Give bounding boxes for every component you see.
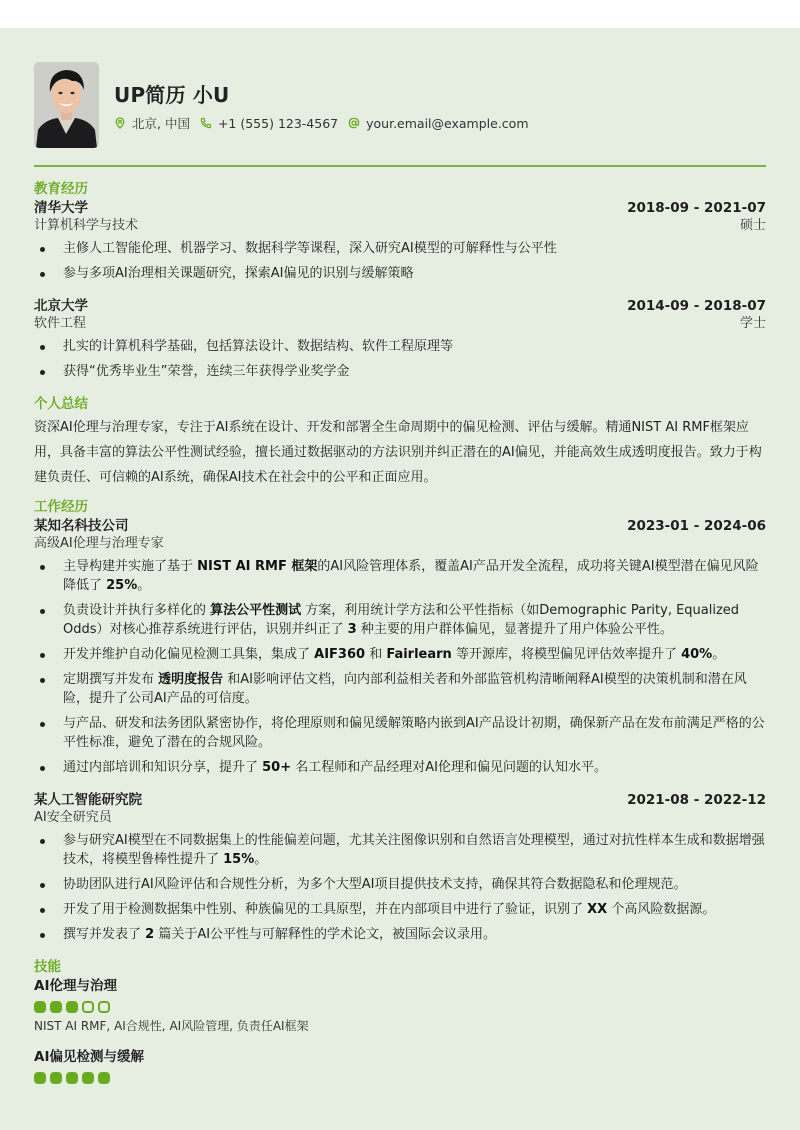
rating-dot-empty-icon bbox=[82, 1001, 94, 1013]
education-dates: 2014-09 - 2018-07 bbox=[627, 298, 766, 314]
rating-dot-filled-icon bbox=[66, 1001, 78, 1013]
work-entry bbox=[34, 791, 766, 944]
major: 计算机科学与技术 bbox=[34, 218, 139, 233]
skill-description: NIST AI RMF, AI合规性, AI风险管理, 负责任AI框架 bbox=[34, 1019, 309, 1033]
section-title-summary: 个人总结 bbox=[34, 396, 88, 412]
section-title-education: 教育经历 bbox=[34, 181, 88, 197]
list-item: 定期撰写并发布 透明度报告 和AI影响评估文档，向内部利益相关者和外部监管机构清晰阐释AI模型的决策机制和潜在风险，提升了公司AI产品的可信度。 bbox=[34, 670, 766, 708]
section-title-work: 工作经历 bbox=[34, 499, 88, 515]
skill-level-rating bbox=[34, 1072, 766, 1084]
resume-content bbox=[34, 180, 766, 1084]
education-bullets bbox=[34, 337, 766, 381]
rating-dot-filled-icon bbox=[98, 1072, 110, 1084]
rating-dot-filled-icon bbox=[50, 1072, 62, 1084]
job-title: AI安全研究员 bbox=[34, 810, 112, 825]
school-name: 北京大学 bbox=[34, 298, 88, 314]
company-name: 某人工智能研究院 bbox=[34, 792, 142, 808]
summary-text: 资深AI伦理与治理专家，专注于AI系统在设计、开发和部署全生命周期中的偏见检测、评估与缓解。精通NIST AI RMF框架应用，具备丰富的算法公平性测试经验，擅长通过数据驱动的方法识别并纠正潜在的AI偏见，并能高效生成透明度报告。致力于构建负责任、可信赖的AI系统，确保AI技术在社会中的公平和正面应用。 bbox=[34, 420, 762, 485]
work-entry bbox=[34, 517, 766, 777]
resume-page bbox=[0, 28, 800, 1130]
list-item: 撰写并发表了 2 篇关于AI公平性与可解释性的学术论文，被国际会议录用。 bbox=[34, 925, 766, 944]
company-name: 某知名科技公司 bbox=[34, 518, 129, 534]
degree: 学士 bbox=[739, 316, 766, 331]
education-bullets bbox=[34, 239, 766, 283]
contact-email[interactable] bbox=[348, 116, 528, 131]
education-entry bbox=[34, 297, 766, 381]
work-bullets bbox=[34, 557, 766, 777]
summary-section bbox=[34, 395, 766, 490]
list-item: 协助团队进行AI风险评估和合规性分析，为多个大型AI项目提供技术支持，确保其符合数据隐私和伦理规范。 bbox=[34, 875, 766, 894]
contact-info bbox=[114, 114, 539, 132]
list-item: 开发了用于检测数据集中性别、种族偏见的工具原型，并在内部项目中进行了验证，识别了 XX 个高风险数据源。 bbox=[34, 900, 766, 919]
degree: 硕士 bbox=[739, 218, 766, 233]
list-item: 扎实的计算机科学基础，包括算法设计、数据结构、软件工程原理等 bbox=[34, 337, 766, 356]
list-item: 通过内部培训和知识分享，提升了 50+ 名工程师和产品经理对AI伦理和偏见问题的认知水平。 bbox=[34, 758, 766, 777]
skill-level-rating bbox=[34, 1001, 766, 1013]
work-bullets bbox=[34, 831, 766, 944]
school-name: 清华大学 bbox=[34, 200, 88, 216]
job-title: 高级AI伦理与治理专家 bbox=[34, 536, 164, 551]
work-section bbox=[34, 498, 766, 944]
location-pin-icon bbox=[114, 117, 126, 129]
skill-item bbox=[34, 977, 766, 1034]
list-item: 开发并维护自动化偏见检测工具集，集成了 AIF360 和 Fairlearn 等开源库，将模型偏见评估效率提升了 40%。 bbox=[34, 645, 766, 664]
section-title-skills: 技能 bbox=[34, 959, 61, 975]
header-divider bbox=[34, 165, 766, 167]
rating-dot-filled-icon bbox=[34, 1072, 46, 1084]
list-item: 获得“优秀毕业生”荣誉，连续三年获得学业奖学金 bbox=[34, 362, 766, 381]
work-dates: 2023-01 - 2024-06 bbox=[627, 518, 766, 534]
list-item: 负责设计并执行多样化的 算法公平性测试 方案，利用统计学方法和公平性指标（如Demographic Parity, Equalized Odds）对核心推荐系统进行评估，识别并纠正了 3 种主要的用户群体偏见，显著提升了用户体验公平性。 bbox=[34, 601, 766, 639]
rating-dot-filled-icon bbox=[50, 1001, 62, 1013]
major: 软件工程 bbox=[34, 316, 87, 331]
contact-phone[interactable] bbox=[200, 116, 338, 131]
email-text: your.email@example.com bbox=[366, 115, 529, 131]
skill-name: AI伦理与治理 bbox=[34, 978, 117, 994]
education-section bbox=[34, 180, 766, 381]
candidate-name: UP简历 小U bbox=[114, 83, 230, 107]
education-dates: 2018-09 - 2021-07 bbox=[627, 200, 766, 216]
resume-header bbox=[34, 62, 766, 150]
phone-text: +1 (555) 123-4567 bbox=[217, 115, 339, 131]
location-text: 北京, 中国 bbox=[132, 116, 190, 131]
work-dates: 2021-08 - 2022-12 bbox=[627, 792, 766, 808]
contact-location bbox=[114, 114, 190, 132]
rating-dot-filled-icon bbox=[66, 1072, 78, 1084]
profile-photo bbox=[34, 62, 99, 148]
skill-name: AI偏见检测与缓解 bbox=[34, 1049, 144, 1065]
rating-dot-empty-icon bbox=[98, 1001, 110, 1013]
rating-dot-filled-icon bbox=[82, 1072, 94, 1084]
at-sign-icon bbox=[348, 117, 360, 129]
rating-dot-filled-icon bbox=[34, 1001, 46, 1013]
phone-icon bbox=[200, 117, 212, 129]
skill-item bbox=[34, 1048, 766, 1084]
education-entry bbox=[34, 199, 766, 283]
list-item: 参与研究AI模型在不同数据集上的性能偏差问题，尤其关注图像识别和自然语言处理模型，通过对抗性样本生成和数据增强技术，将模型鲁棒性提升了 15%。 bbox=[34, 831, 766, 869]
list-item: 主导构建并实施了基于 NIST AI RMF 框架的AI风险管理体系，覆盖AI产品开发全流程，成功将关键AI模型潜在偏见风险降低了 25%。 bbox=[34, 557, 766, 595]
list-item: 主修人工智能伦理、机器学习、数据科学等课程，深入研究AI模型的可解释性与公平性 bbox=[34, 239, 766, 258]
skills-section bbox=[34, 958, 766, 1084]
list-item: 参与多项AI治理相关课题研究，探索AI偏见的识别与缓解策略 bbox=[34, 264, 766, 283]
list-item: 与产品、研发和法务团队紧密协作，将伦理原则和偏见缓解策略内嵌到AI产品设计初期，确保新产品在发布前满足严格的公平性标准，避免了潜在的合规风险。 bbox=[34, 714, 766, 752]
portrait-image bbox=[34, 62, 99, 148]
